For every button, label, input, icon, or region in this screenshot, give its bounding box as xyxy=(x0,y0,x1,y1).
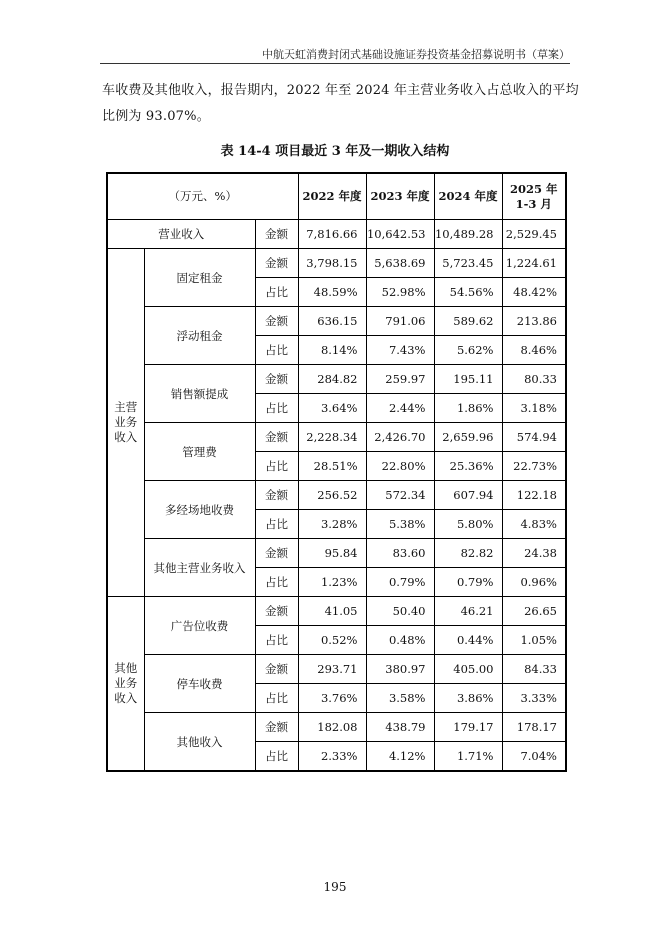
value-cell: 7.04% xyxy=(502,742,566,772)
value-cell: 84.33 xyxy=(502,655,566,684)
value-cell: 48.59% xyxy=(298,278,366,307)
value-cell: 2.44% xyxy=(366,394,434,423)
metric-label: 金额 xyxy=(255,307,298,336)
header-row xyxy=(107,173,566,220)
value-cell: 3.33% xyxy=(502,684,566,713)
metric-label: 占比 xyxy=(255,336,298,365)
value-cell: 8.46% xyxy=(502,336,566,365)
item-label: 管理费 xyxy=(144,423,255,481)
metric-label: 金额 xyxy=(255,220,298,249)
value-cell: 122.18 xyxy=(502,481,566,510)
total-row xyxy=(107,220,566,249)
value-cell: 636.15 xyxy=(298,307,366,336)
value-cell: 3.76% xyxy=(298,684,366,713)
item-label: 浮动租金 xyxy=(144,307,255,365)
metric-label: 占比 xyxy=(255,742,298,772)
amount-row xyxy=(107,249,566,278)
value-cell: 2,426.70 xyxy=(366,423,434,452)
value-cell: 22.73% xyxy=(502,452,566,481)
value-cell: 46.21 xyxy=(434,597,502,626)
metric-label: 金额 xyxy=(255,713,298,742)
value-cell: 284.82 xyxy=(298,365,366,394)
group-label: 主营 业务 收入 xyxy=(107,249,144,597)
paragraph-line: 比例为 93.07%。 xyxy=(102,109,210,124)
metric-label: 占比 xyxy=(255,626,298,655)
total-label: 营业收入 xyxy=(107,220,255,249)
value-cell: 2,228.34 xyxy=(298,423,366,452)
item-label: 其他收入 xyxy=(144,713,255,772)
value-cell: 3.18% xyxy=(502,394,566,423)
value-cell: 2.33% xyxy=(298,742,366,772)
value-cell: 3,798.15 xyxy=(298,249,366,278)
value-cell: 48.42% xyxy=(502,278,566,307)
amount-row xyxy=(107,481,566,510)
value-cell: 3.28% xyxy=(298,510,366,539)
units-header: （万元、%） xyxy=(107,173,298,220)
value-cell: 607.94 xyxy=(434,481,502,510)
item-label: 停车收费 xyxy=(144,655,255,713)
value-cell: 7.43% xyxy=(366,336,434,365)
value-cell: 589.62 xyxy=(434,307,502,336)
amount-row xyxy=(107,655,566,684)
value-cell: 5.62% xyxy=(434,336,502,365)
metric-label: 占比 xyxy=(255,278,298,307)
value-cell: 3.64% xyxy=(298,394,366,423)
revenue-structure-table xyxy=(106,172,567,772)
column-header: 2025 年 1-3 月 xyxy=(502,173,566,220)
value-cell: 0.79% xyxy=(434,568,502,597)
value-cell: 2,529.45 xyxy=(502,220,566,249)
value-cell: 2,659.96 xyxy=(434,423,502,452)
value-cell: 3.86% xyxy=(434,684,502,713)
metric-label: 金额 xyxy=(255,481,298,510)
value-cell: 25.36% xyxy=(434,452,502,481)
value-cell: 5,723.45 xyxy=(434,249,502,278)
metric-label: 金额 xyxy=(255,423,298,452)
amount-row xyxy=(107,365,566,394)
item-label: 销售额提成 xyxy=(144,365,255,423)
value-cell: 0.48% xyxy=(366,626,434,655)
value-cell: 4.12% xyxy=(366,742,434,772)
value-cell: 574.94 xyxy=(502,423,566,452)
paragraph-line: 车收费及其他收入，报告期内，2022 年至 2024 年主营业务收入占总收入的平均 xyxy=(102,83,579,98)
value-cell: 0.96% xyxy=(502,568,566,597)
metric-label: 金额 xyxy=(255,597,298,626)
metric-label: 占比 xyxy=(255,510,298,539)
value-cell: 0.52% xyxy=(298,626,366,655)
amount-row xyxy=(107,713,566,742)
value-cell: 1,224.61 xyxy=(502,249,566,278)
value-cell: 380.97 xyxy=(366,655,434,684)
value-cell: 256.52 xyxy=(298,481,366,510)
value-cell: 0.79% xyxy=(366,568,434,597)
item-label: 固定租金 xyxy=(144,249,255,307)
page-number: 195 xyxy=(323,880,347,894)
group-label: 其他 业务 收入 xyxy=(107,597,144,772)
value-cell: 178.17 xyxy=(502,713,566,742)
value-cell: 195.11 xyxy=(434,365,502,394)
value-cell: 182.08 xyxy=(298,713,366,742)
document-header: 中航天虹消费封闭式基础设施证券投资基金招募说明书（草案） xyxy=(262,48,570,61)
item-label: 广告位收费 xyxy=(144,597,255,655)
value-cell: 3.58% xyxy=(366,684,434,713)
metric-label: 金额 xyxy=(255,655,298,684)
value-cell: 26.65 xyxy=(502,597,566,626)
value-cell: 50.40 xyxy=(366,597,434,626)
value-cell: 54.56% xyxy=(434,278,502,307)
value-cell: 1.23% xyxy=(298,568,366,597)
value-cell: 7,816.66 xyxy=(298,220,366,249)
value-cell: 179.17 xyxy=(434,713,502,742)
amount-row xyxy=(107,307,566,336)
amount-row xyxy=(107,597,566,626)
value-cell: 80.33 xyxy=(502,365,566,394)
amount-row xyxy=(107,539,566,568)
metric-label: 占比 xyxy=(255,684,298,713)
value-cell: 259.97 xyxy=(366,365,434,394)
amount-row xyxy=(107,423,566,452)
value-cell: 95.84 xyxy=(298,539,366,568)
value-cell: 10,489.28 xyxy=(434,220,502,249)
metric-label: 金额 xyxy=(255,365,298,394)
value-cell: 293.71 xyxy=(298,655,366,684)
item-label: 多经场地收费 xyxy=(144,481,255,539)
metric-label: 金额 xyxy=(255,249,298,278)
value-cell: 4.83% xyxy=(502,510,566,539)
value-cell: 28.51% xyxy=(298,452,366,481)
value-cell: 8.14% xyxy=(298,336,366,365)
value-cell: 22.80% xyxy=(366,452,434,481)
value-cell: 83.60 xyxy=(366,539,434,568)
value-cell: 82.82 xyxy=(434,539,502,568)
header-rule xyxy=(100,63,570,64)
column-header: 2024 年度 xyxy=(434,173,502,220)
metric-label: 占比 xyxy=(255,394,298,423)
table-title: 表 14-4 项目最近 3 年及一期收入结构 xyxy=(220,144,450,159)
value-cell: 1.05% xyxy=(502,626,566,655)
value-cell: 791.06 xyxy=(366,307,434,336)
value-cell: 5,638.69 xyxy=(366,249,434,278)
metric-label: 金额 xyxy=(255,539,298,568)
value-cell: 0.44% xyxy=(434,626,502,655)
item-label: 其他主营业务收入 xyxy=(144,539,255,597)
value-cell: 5.38% xyxy=(366,510,434,539)
value-cell: 572.34 xyxy=(366,481,434,510)
metric-label: 占比 xyxy=(255,452,298,481)
value-cell: 1.86% xyxy=(434,394,502,423)
value-cell: 5.80% xyxy=(434,510,502,539)
value-cell: 1.71% xyxy=(434,742,502,772)
value-cell: 10,642.53 xyxy=(366,220,434,249)
metric-label: 占比 xyxy=(255,568,298,597)
value-cell: 438.79 xyxy=(366,713,434,742)
value-cell: 24.38 xyxy=(502,539,566,568)
body-paragraph xyxy=(102,78,579,130)
value-cell: 405.00 xyxy=(434,655,502,684)
value-cell: 52.98% xyxy=(366,278,434,307)
value-cell: 41.05 xyxy=(298,597,366,626)
value-cell: 213.86 xyxy=(502,307,566,336)
column-header: 2023 年度 xyxy=(366,173,434,220)
column-header: 2022 年度 xyxy=(298,173,366,220)
